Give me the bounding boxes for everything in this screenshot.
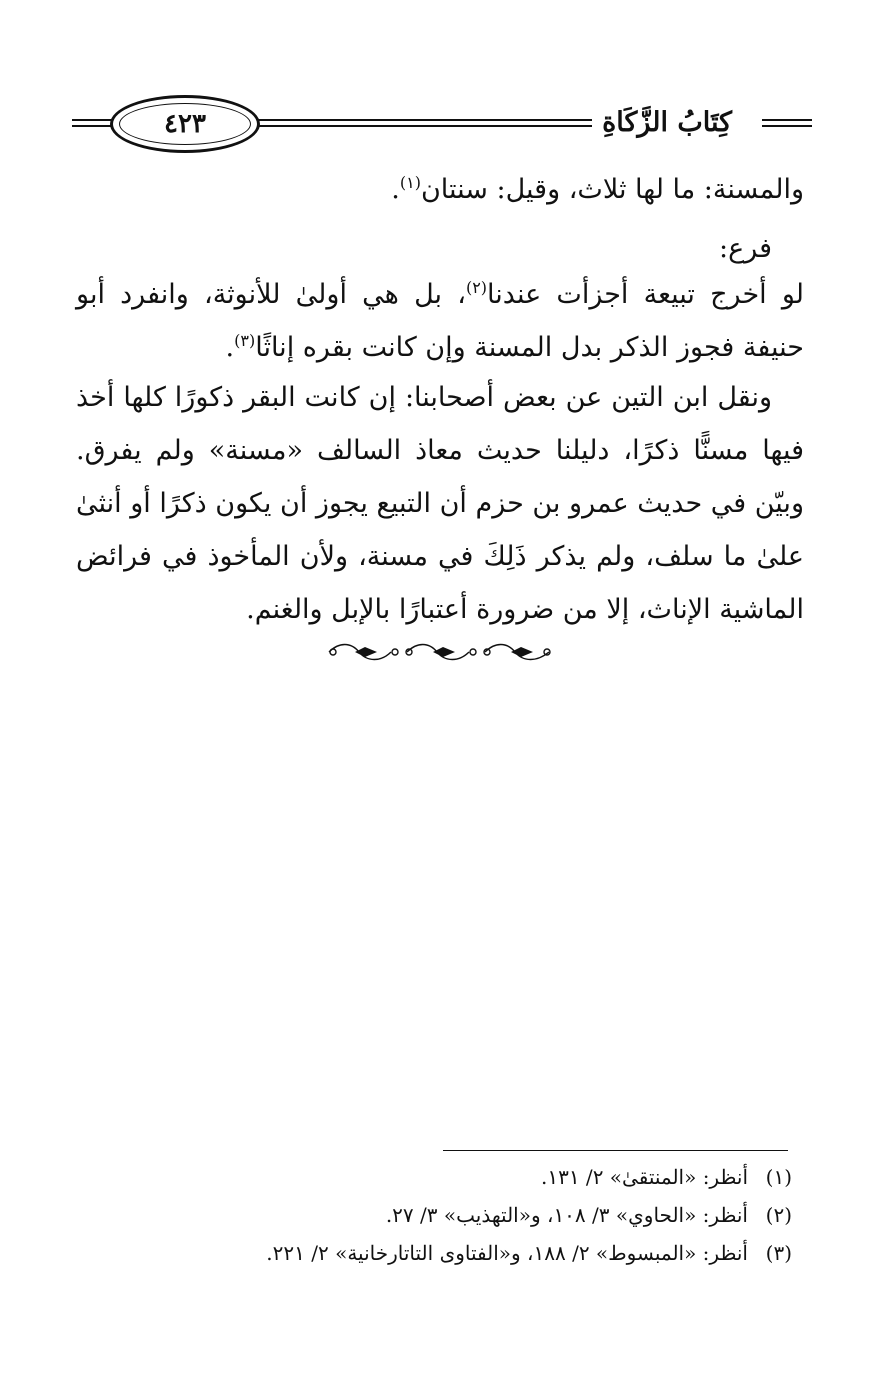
footnote-ref-1: (١) bbox=[399, 173, 421, 192]
paragraph-ibn-tin-block bbox=[76, 371, 804, 636]
definition-text: والمسنة: ما لها ثلاث، وقيل: سنتان bbox=[420, 174, 804, 205]
header-rule-center bbox=[232, 119, 627, 121]
page-header bbox=[72, 95, 812, 157]
footnote-text: أنظر: «المنتقىٰ» ٢/ ١٣١. bbox=[540, 1165, 748, 1189]
definition-end: . bbox=[391, 174, 400, 205]
paragraph-far bbox=[76, 268, 804, 374]
header-rule-center-2 bbox=[232, 125, 627, 127]
book-title: كِتَابُ الزَّكَاةِ bbox=[592, 103, 742, 143]
body-first-line bbox=[76, 163, 804, 216]
page-number: ٤٢٣ bbox=[164, 109, 206, 139]
tabia-text-a: لو أخرج تبيعة أجزأت عندنا bbox=[487, 279, 804, 310]
section-label: فرع: bbox=[718, 233, 772, 264]
footnote-text: أنظر: «الحاوي» ٣/ ١٠٨، و«التهذيب» ٣/ ٢٧. bbox=[385, 1203, 748, 1227]
footnote-text: أنظر: «المبسوط» ٢/ ١٨٨، و«الفتاوى التاتارخانية» ٢/ ٢٢١. bbox=[266, 1241, 748, 1265]
tabia-text-b: ، بل هي أولىٰ للأنوثة، وانفرد أبو حنيفة فجوز الذكر بدل المسنة وإن كانت بقره إناثًا bbox=[76, 279, 804, 363]
page-number-oval bbox=[110, 95, 260, 153]
paragraph-definition bbox=[76, 163, 804, 216]
footnote-1 bbox=[200, 1158, 792, 1196]
footnote-number: (١) bbox=[765, 1165, 792, 1189]
footnote-ref-2: (٢) bbox=[465, 278, 488, 297]
footnote-3 bbox=[200, 1234, 792, 1272]
tabia-end: . bbox=[225, 332, 235, 363]
footnote-number: (٢) bbox=[765, 1203, 792, 1227]
paragraph-tabia bbox=[76, 268, 804, 374]
footnote-number: (٣) bbox=[765, 1241, 792, 1265]
paragraph-ibn-tin: ونقل ابن التين عن بعض أصحابنا: إن كانت البقر ذكورًا كلها أخذ فيها مسنًّا ذكرًا، دليلنا حديث معاذ السالف «مسنة» ولم يفرق. وبيّن في حديث عمرو بن حزم أن التبيع يجوز أن يكون ذكرًا أو أنثىٰ علىٰ ما سلف، ولم يذكر ذَلِكَ في مسنة، ولأن المأخوذ في فرائض الماشية الإناث، إلا من ضرورة أعتبارًا بالإبل والغنم. bbox=[76, 382, 804, 625]
footnote-ref-3: (٣) bbox=[234, 331, 256, 350]
footnote-2 bbox=[200, 1196, 792, 1234]
header-rule-right bbox=[762, 119, 812, 121]
header-rule-right-2 bbox=[762, 125, 812, 127]
floral-divider-icon bbox=[325, 640, 555, 664]
footnotes bbox=[200, 1158, 792, 1272]
footnote-separator bbox=[443, 1150, 788, 1151]
